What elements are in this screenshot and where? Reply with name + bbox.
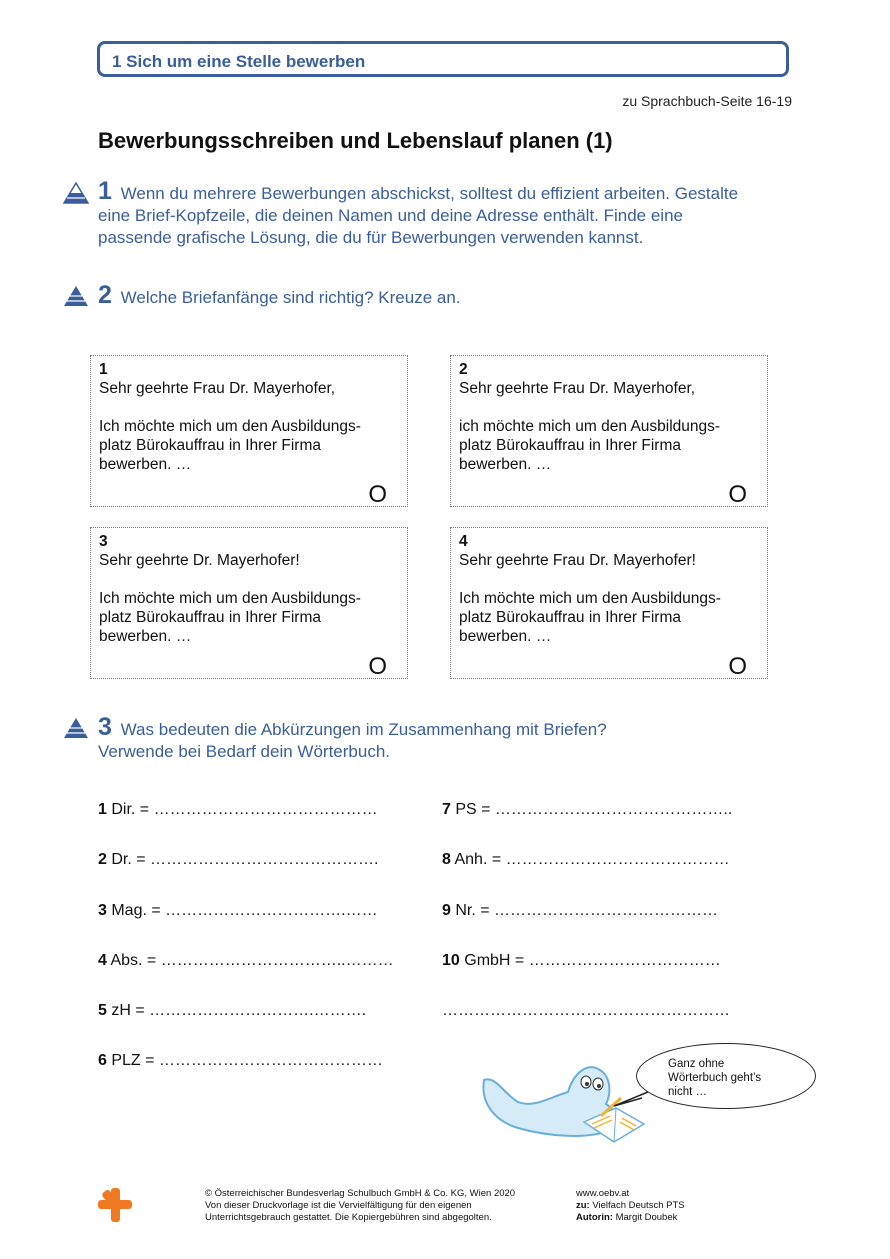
card-salutation: Sehr geehrte Frau Dr. Mayerhofer! <box>459 552 696 569</box>
task-text-line: Verwende bei Bedarf dein Wörterbuch. <box>98 742 391 761</box>
abbreviation-line[interactable]: 3 Mag. = …………………………….…… <box>98 902 378 919</box>
letter-option-card <box>450 527 768 679</box>
task-2 <box>98 281 461 309</box>
task-text-line: eine Brief-Kopfzeile, die deinen Namen und deine Adresse enthält. Finde eine <box>98 206 683 225</box>
task-text-line: passende grafische Lösung, die du für Bewerbungen verwenden kannst. <box>98 228 644 247</box>
answer-checkbox[interactable]: O <box>368 481 387 508</box>
page-reference: zu Sprachbuch-Seite 16-19 <box>622 93 792 109</box>
task-1 <box>98 177 739 249</box>
card-number: 2 <box>459 361 468 378</box>
card-number: 4 <box>459 533 468 550</box>
card-number: 1 <box>99 361 108 378</box>
abbreviation-line[interactable]: 7 PS = ……………….…………………….. <box>442 801 733 818</box>
abbreviation-line[interactable]: 9 Nr. = …………………………………… <box>442 902 719 919</box>
answer-checkbox[interactable]: O <box>728 653 747 680</box>
card-body: Ich möchte mich um den Ausbildungs- platz Bürokauffrau in Ihrer Firma bewerben. … <box>459 590 721 645</box>
difficulty-pyramid-icon <box>63 182 89 204</box>
abbreviation-line[interactable]: 5 zH = ………………………….………. <box>98 1002 367 1019</box>
task-text-line: Was bedeuten die Abkürzungen im Zusammenhang mit Briefen? <box>120 720 607 739</box>
footer-info: www.oebv.at zu: Vielfach Deutsch PTS Autorin: Margit Doubek <box>576 1188 685 1223</box>
card-salutation: Sehr geehrte Frau Dr. Mayerhofer, <box>99 380 336 397</box>
page-title: Bewerbungsschreiben und Lebenslauf planen (1) <box>98 128 613 153</box>
difficulty-pyramid-icon <box>63 717 89 739</box>
abbreviation-line[interactable]: 4 Abs. = ……………………………..……… <box>98 952 394 969</box>
abbreviation-line[interactable]: 10 GmbH = ……………………………… <box>442 952 721 969</box>
task-text-line: Welche Briefanfänge sind richtig? Kreuze an. <box>120 288 461 307</box>
abbreviation-line[interactable]: 6 PLZ = …………………………………… <box>98 1052 383 1069</box>
abbreviation-line[interactable]: 1 Dir. = …………………………………… <box>98 801 378 818</box>
chapter-header <box>97 41 789 77</box>
abbreviation-blank-line[interactable]: ……………………………………………… <box>442 1002 730 1019</box>
answer-checkbox[interactable]: O <box>728 481 747 508</box>
task-number: 2 <box>98 281 112 309</box>
card-body: Ich möchte mich um den Ausbildungs- platz Bürokauffrau in Ihrer Firma bewerben. … <box>99 590 361 645</box>
difficulty-pyramid-icon <box>63 285 89 307</box>
letter-option-card <box>90 355 408 507</box>
card-number: 3 <box>99 533 108 550</box>
footer-copyright: © Österreichischer Bundesverlag Schulbuch GmbH & Co. KG, Wien 2020 Von dieser Druckvorlage ist die Vervielfältigung für den eigenen Unterrichtsgebrauch gestattet. Die Kopiergebühren sind abgegolten. <box>205 1188 516 1223</box>
speech-bubble-tail <box>612 1090 652 1110</box>
chapter-title: 1 Sich um eine Stelle bewerben <box>112 52 366 71</box>
card-salutation: Sehr geehrte Dr. Mayerhofer! <box>99 552 300 569</box>
task-3 <box>98 713 607 763</box>
abbreviation-line[interactable]: 8 Anh. = …………………………………… <box>442 851 730 868</box>
task-text-line: Wenn du mehrere Bewerbungen abschickst, solltest du effizient arbeiten. Gestalte <box>120 184 739 203</box>
card-body: ich möchte mich um den Ausbildungs- platz Bürokauffrau in Ihrer Firma bewerben. … <box>459 418 721 473</box>
card-body: Ich möchte mich um den Ausbildungs- platz Bürokauffrau in Ihrer Firma bewerben. … <box>99 418 361 473</box>
card-salutation: Sehr geehrte Frau Dr. Mayerhofer, <box>459 380 696 397</box>
publisher-logo-icon <box>96 1186 134 1224</box>
task-number: 1 <box>98 177 112 205</box>
task-number: 3 <box>98 713 112 741</box>
footer-website[interactable]: www.oebv.at <box>576 1188 630 1199</box>
letter-option-card <box>450 355 768 507</box>
answer-checkbox[interactable]: O <box>368 653 387 680</box>
abbreviation-line[interactable]: 2 Dr. = ……………………………………. <box>98 851 379 868</box>
speech-bubble-text: Ganz ohne Wörterbuch geht’s nicht … <box>668 1058 762 1098</box>
letter-option-card <box>90 527 408 679</box>
